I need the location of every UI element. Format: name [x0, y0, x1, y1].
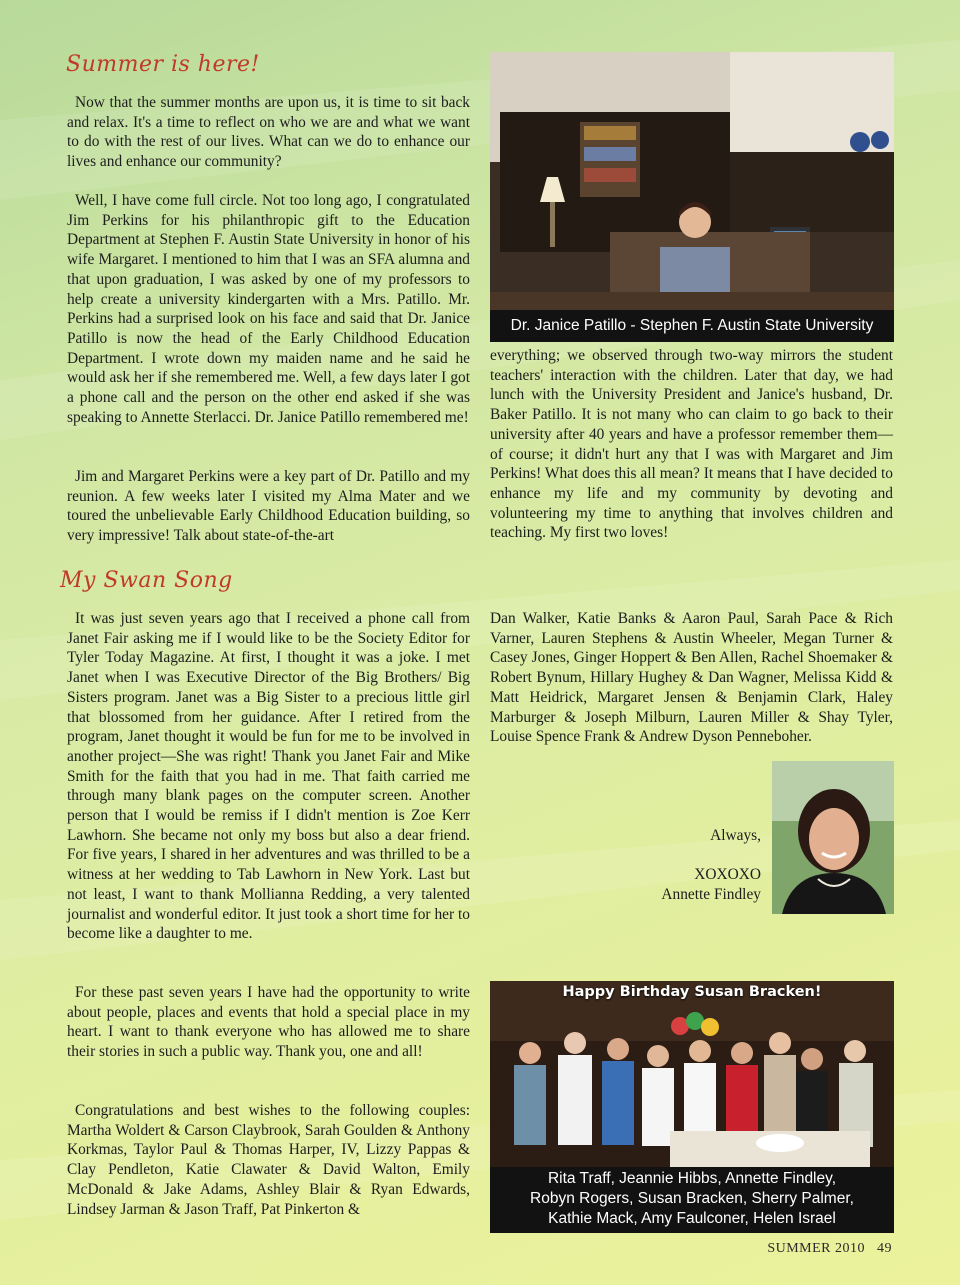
signoff-name: Annette Findley [661, 886, 761, 903]
paragraph: Jim and Margaret Perkins were a key part of Dr. Patillo and my reunion. A few weeks later I visited my Alma Mater and we toured the unbelievable Early Childhood Education building, so very impressive! Talk about state-of-the-art [67, 468, 470, 545]
author-portrait [772, 761, 894, 914]
photo-caption: Dr. Janice Patillo - Stephen F. Austin State University [490, 310, 894, 342]
photo-caption [490, 1167, 894, 1233]
office-illustration [490, 52, 894, 342]
paragraph: Congratulations and best wishes to the following couples: Martha Woldert & Carson Claybrook, Sarah Goulden & Anthony Korkmas, Taylor Paul & Thomas Harper, IV, Lizzy Pappas & Clay Pendleton, Katie Clawater & David Walton, Emily McDonald & Jake Adams, Ashley Blair & Ryan Edwards, Lindsey Jarman & Jason Traff, Pat Pinkerton & [67, 1102, 470, 1218]
office-photo [490, 52, 894, 342]
paragraph: everything; we observed through two-way mirrors the student teachers' interaction with the children. Later that day, we had lunch with the University President and Janice's husband, Dr. Baker Patillo. It is not many who can claim to go back to their university after 40 years and have a professor remember them— of course; it didn't hurt any that I was with Margaret and Jim Perkins! What does this all mean? It means that I have decided to enhance my life and my community by devoting and volunteering my time to anything that involves children and teaching. My first two loves! [490, 347, 893, 542]
paragraph: For these past seven years I have had the opportunity to write about people, places and events that hold a special place in my heart. I want to thank everyone who has allowed me to share their stories in such a public way. Thank you, one and all! [67, 984, 470, 1061]
page-footer [767, 1241, 892, 1257]
section-heading-summer: Summer is here! [66, 52, 260, 77]
issue-label: SUMMER 2010 [767, 1241, 865, 1256]
signoff-xo: XOXOXO [694, 866, 761, 883]
caption-line: Rita Traff, Jeannie Hibbs, Annette Findley, [547, 1170, 837, 1187]
signoff-closing: Always, [710, 827, 761, 844]
page-number: 49 [877, 1241, 892, 1256]
portrait-illustration [772, 761, 894, 914]
paragraph: Well, I have come full circle. Not too long ago, I congratulated Jim Perkins for his philanthropic gift to the Education Department at Stephen F. Austin State University in honor of his wife Margaret. I mentioned to him that I was an SFA alumna and that upon graduation, I was asked by one of my professors to help create a university kindergarten with a Mrs. Patillo. Mr. Perkins had a surprised look on his face and said that Dr. Janice Patillo is now the head of the Early Childhood Education Department. I wrote down my maiden name and he said he would ask her if she remembered me. Well, a few days later I got a phone call and the person on the other end asked if she was speaking to Annette Sterlacci. Dr. Janice Patillo remembered me! [67, 192, 470, 426]
birthday-group-photo [490, 981, 894, 1233]
photo-title: Happy Birthday Susan Bracken! [562, 984, 822, 1000]
paragraph: It was just seven years ago that I received a phone call from Janet Fair asking me if I would like to be the Society Editor for Tyler Today Magazine. At first, I thought it was a joke. I met Janet when I was Executive Director of the Big Brothers/ Big Sisters program. Janet was a Big Sister to a precious little girl that blossomed from her guidance. After I retired from the program, Janet thought it would be fun for me to be involved in another project—She was right! Thank you Janet Fair and Mike Smith for the faith that you had in me. That faith carried me through many blank pages on the computer screen. Another person that I would be remiss if I didn't mention is Zoe Kerr Lawhorn. She became not only my boss but also a dear friend. For five years, I shared in her adventures and was thrilled to be a witness at her wedding to Tab Lawhorn in New York. Last but not least, I want to thank Mollianna Redding, a very talented journalist and wonderful editor. It just took a short time for her to become like a daughter to me. [67, 610, 470, 943]
section-heading-swan-song: My Swan Song [60, 568, 233, 593]
paragraph: Dan Walker, Katie Banks & Aaron Paul, Sarah Pace & Rich Varner, Lauren Stephens & Austin Wheeler, Megan Turner & Casey Jones, Ginger Hoppert & Ben Allen, Rachel Shoemaker & Robert Bynum, Hillary Hughey & Dan Wagner, Melissa Kidd & Matt Heidrick, Margaret Jensen & Benjamin Clark, Haley Marburger & Joseph Milburn, Lauren Miller & Shay Tyler, Louise Spence Frank & Andrew Dyson Penneboher. [490, 610, 893, 746]
paragraph: Now that the summer months are upon us, it is time to sit back and relax. It's a time to reflect on who we are and what we want to do with the rest of our lives. What can we do to enhance our lives and enhance our community? [67, 94, 470, 171]
caption-line: Robyn Rogers, Susan Bracken, Sherry Palmer, [530, 1190, 854, 1207]
caption-line: Kathie Mack, Amy Faulconer, Helen Israel [548, 1210, 836, 1227]
